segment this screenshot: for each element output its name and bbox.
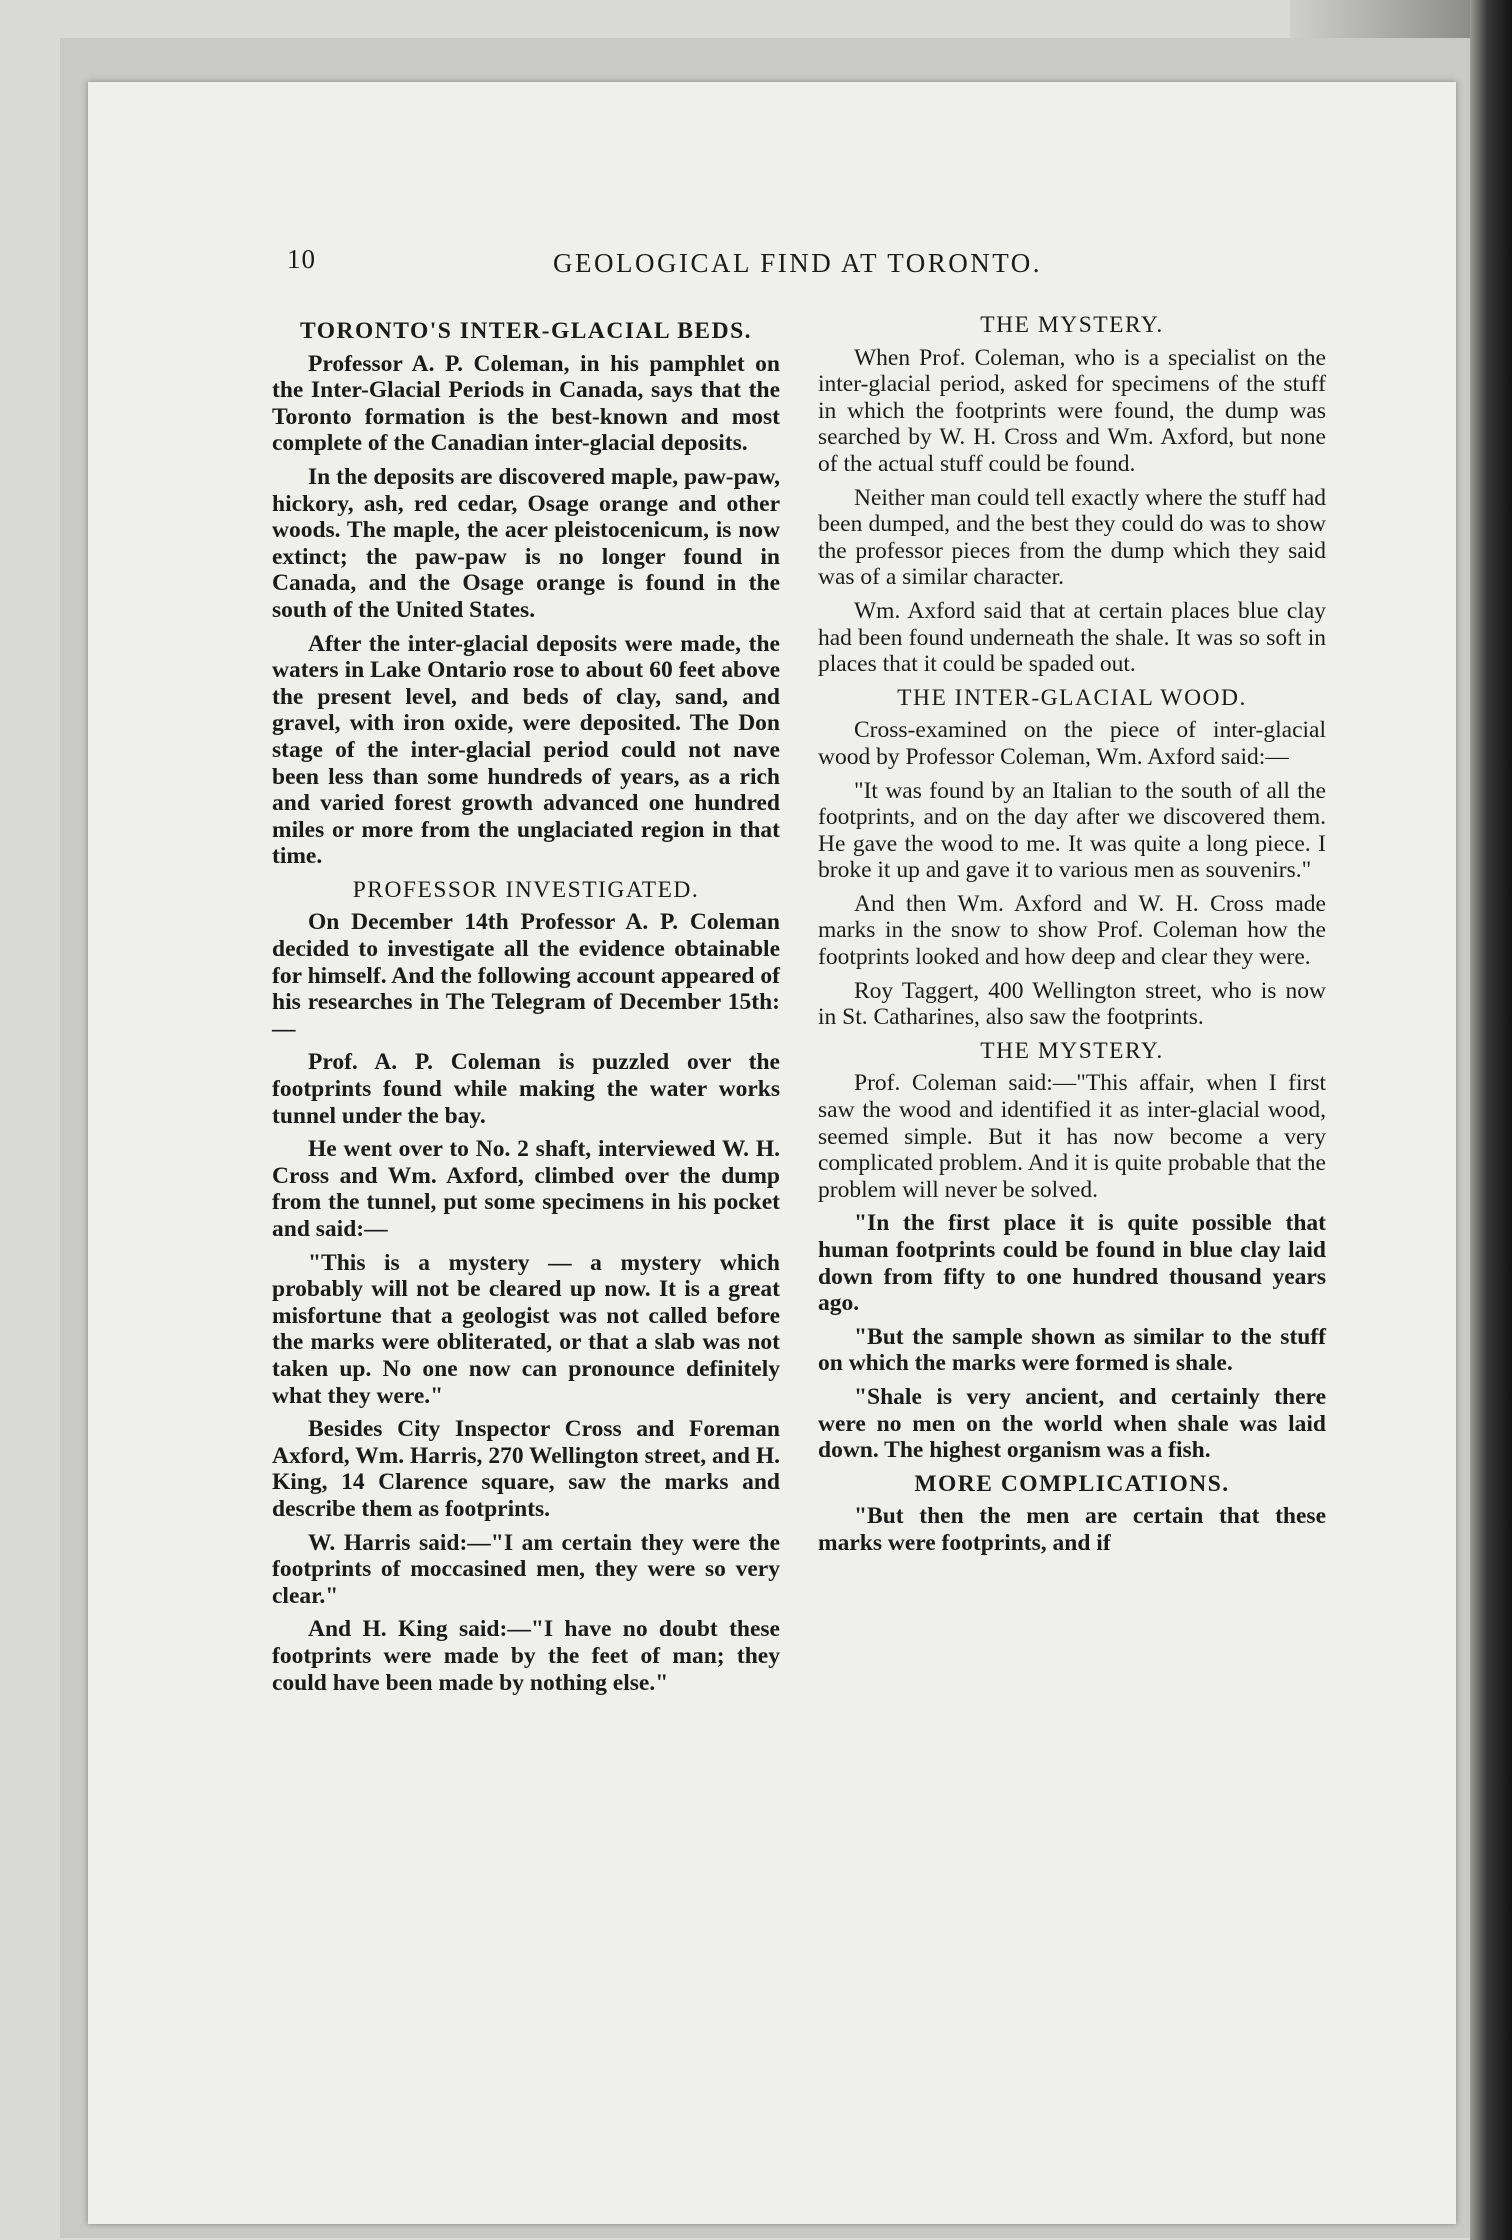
left-column [272, 312, 780, 1703]
section-heading: MORE COMPLICATIONS. [914, 1470, 1230, 1497]
paragraph: Besides City Inspector Cross and Foreman Axford, Wm. Harris, 270 Wellington street, and H. King, 14 Clarence square, saw the marks and describe them as footprints. [272, 1416, 780, 1522]
paragraph: On December 14th Professor A. P. Coleman decided to investigate all the evidence obtainable for himself. And the following account appeared of his researches in The Telegram of December 15th:— [272, 909, 780, 1042]
paragraph: "This is a mystery — a mystery which probably will not be cleared up now. It is a great misfortune that a geologist was not called before the marks were obliterated, or that a slab was not taken up. No one now can pronounce definitely what they were." [272, 1249, 780, 1409]
paragraph: Neither man could tell exactly where the stuff had been dumped, and the best they could do was to show the professor pieces from the dump which they said was of a similar character. [818, 484, 1326, 591]
section-heading: PROFESSOR INVESTIGATED. [352, 876, 700, 903]
paragraph: Wm. Axford said that at certain places blue clay had been found underneath the shale. It was so soft in places that it could be spaded out. [818, 597, 1326, 678]
running-head: GEOLOGICAL FIND AT TORONTO. [553, 248, 1043, 278]
paragraph: "But the sample shown as similar to the stuff on which the marks were formed is shale. [818, 1323, 1326, 1377]
paragraph: Professor A. P. Coleman, in his pamphlet on the Inter-Glacial Periods in Canada, says that the Toronto formation is the best-known and most complete of the Canadian inter-glacial deposits. [272, 350, 780, 457]
paragraph: And then Wm. Axford and W. H. Cross made marks in the snow to show Prof. Coleman how the footprints looked and how deep and clear they were. [818, 890, 1326, 971]
paragraph: "Shale is very ancient, and certainly there were no men on the world when shale was laid down. The highest organism was a fish. [818, 1383, 1326, 1464]
binding-shadow [1470, 0, 1512, 2240]
paragraph: Roy Taggert, 400 Wellington street, who is now in St. Catharines, also saw the footprints. [818, 977, 1326, 1031]
right-column [818, 312, 1326, 1564]
paragraph: When Prof. Coleman, who is a specialist on the inter-glacial period, asked for specimens of the stuff in which the footprints were found, the dump was searched by W. H. Cross and Wm. Axford, but none of the actual stuff could be found. [818, 344, 1326, 477]
paragraph: "It was found by an Italian to the south of all the footprints, and on the day after we discovered them. He gave the wood to me. It was quite a long piece. I broke it up and gave it to various men as souvenirs." [818, 777, 1326, 884]
paragraph: Cross-examined on the piece of inter-glacial wood by Professor Coleman, Wm. Axford said:— [818, 717, 1326, 770]
page-number: 10 [287, 244, 316, 274]
paragraph: Prof. Coleman said:—"This affair, when I first saw the wood and identified it as inter-glacial wood, seemed simple. But it has now become a very complicated problem. And it is quite probable that the problem will never be solved. [818, 1070, 1326, 1203]
paragraph: He went over to No. 2 shaft, interviewed W. H. Cross and Wm. Axford, climbed over the dump from the tunnel, put some specimens in his pocket and said:— [272, 1136, 780, 1242]
paragraph: "In the first place it is quite possible that human footprints could be found in blue clay laid down from fifty to one hundred thousand years ago. [818, 1210, 1326, 1317]
section-heading: THE MYSTERY. [980, 1037, 1164, 1064]
paragraph: Prof. A. P. Coleman is puzzled over the footprints found while making the water works tunnel under the bay. [272, 1049, 780, 1129]
paragraph: In the deposits are discovered maple, paw-paw, hickory, ash, red cedar, Osage orange and other woods. The maple, the acer pleistocenicum, is now extinct; the paw-paw is no longer found in Canada, and the Osage orange is found in the south of the United States. [272, 463, 780, 623]
paragraph: W. Harris said:—"I am certain they were the footprints of moccasined men, they were so very clear." [272, 1529, 780, 1609]
section-heading: THE INTER-GLACIAL WOOD. [897, 684, 1247, 711]
paragraph: "But then the men are certain that these marks were footprints, and if [818, 1503, 1326, 1556]
section-heading: THE MYSTERY. [980, 312, 1164, 338]
section-heading: TORONTO'S INTER-GLACIAL BEDS. [299, 318, 753, 344]
paragraph: And H. King said:—"I have no doubt these footprints were made by the feet of man; they could have been made by nothing else." [272, 1616, 780, 1696]
paragraph: After the inter-glacial deposits were made, the waters in Lake Ontario rose to about 60 feet above the present level, and beds of clay, sand, and gravel, with iron oxide, were deposited. The Don stage of the inter-glacial period could not nave been less than some hundreds of years, as a rich and varied forest growth advanced one hundred miles or more from the unglaciated region in that time. [272, 630, 780, 870]
